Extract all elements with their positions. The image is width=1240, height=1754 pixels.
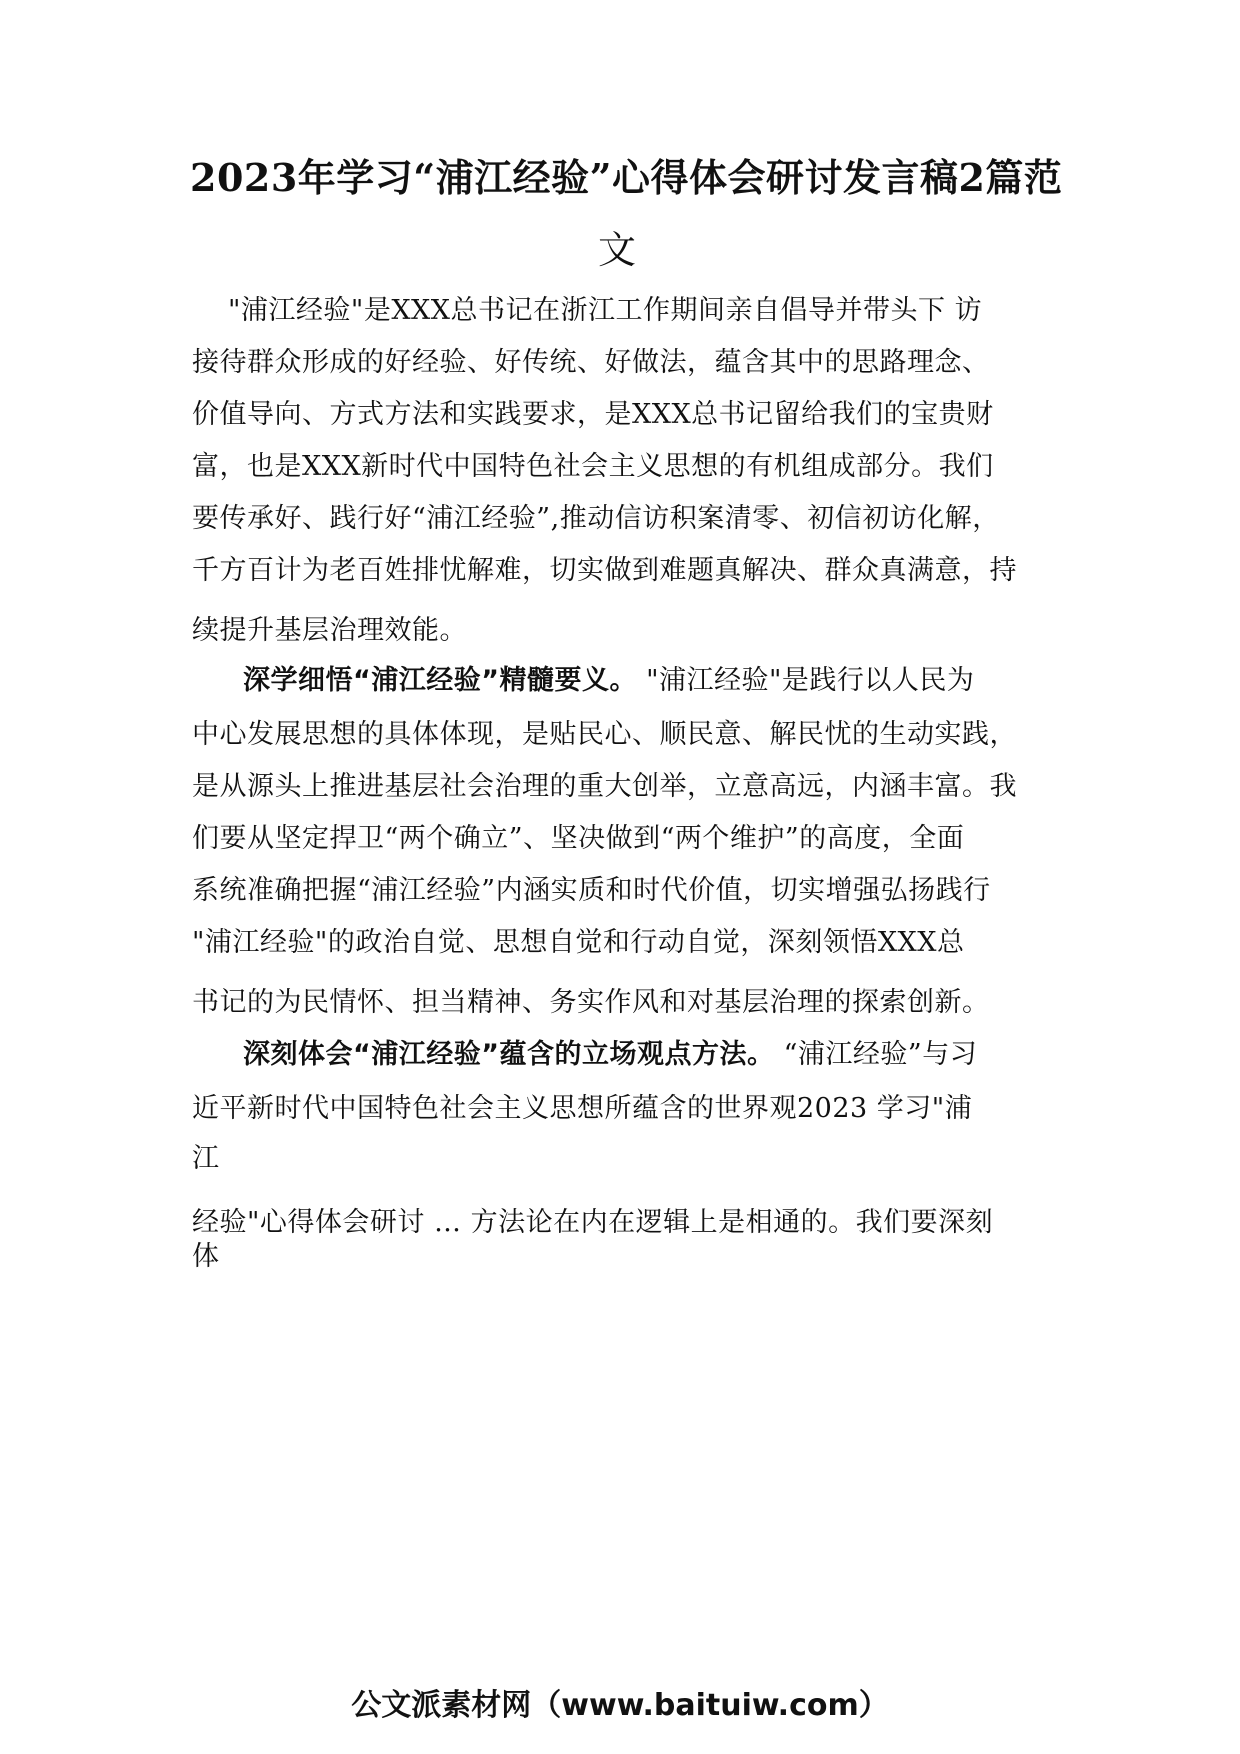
paragraph-2-line-7: 书记的为民情怀、担当精神、务实作风和对基层治理的探索创新。 — [192, 987, 990, 1018]
document-title-continuation: 文 — [598, 228, 637, 272]
paragraph-1-line-2: 接待群众形成的好经验、好传统、好做法，蕴含其中的思路理念、 — [192, 347, 990, 378]
paragraph-2-line-3: 是从源头上推进基层社会治理的重大创举，立意高远，内涵丰富。我 — [192, 771, 1017, 802]
paragraph-1-line-5: 要传承好、践行好“浦江经验”,推动信访积案清零、初信初访化解， — [192, 503, 1000, 534]
paragraph-3-line-1 — [243, 1038, 977, 1072]
paragraph-3-line-5: 体 — [192, 1241, 220, 1272]
paragraph-1-line-7: 续提升基层治理效能。 — [192, 615, 467, 646]
document-title: 2023年学习“浦江经验”心得体会研讨发言稿2篇范 — [190, 155, 1063, 200]
paragraph-3-line-2: 近平新时代中国特色社会主义思想所蕴含的世界观2023 学习"浦 — [192, 1093, 973, 1124]
paragraph-3-line-3: 江 — [192, 1143, 220, 1174]
paragraph-3-heading: 深刻体会“浦江经验”蕴含的立场观点方法。 — [243, 1039, 775, 1070]
paragraph-1-line-3: 价值导向、方式方法和实践要求，是XXX总书记留给我们的宝贵财 — [192, 399, 994, 430]
paragraph-1-line-1: "浦江经验"是XXX总书记在浙江工作期间亲自倡导并带头下 访 — [228, 295, 983, 326]
paragraph-2-line-5: 系统准确把握“浦江经验”内涵实质和时代价值，切实增强弘扬践行 — [192, 875, 991, 906]
paragraph-3-line-4: 经验"心得体会研讨 … 方法论在内在逻辑上是相通的。我们要深刻 — [192, 1207, 994, 1238]
paragraph-2-line-4: 们要从坚定捍卫“两个确立”、坚决做到“两个维护”的高度，全面 — [192, 823, 965, 854]
paragraph-1-line-6: 千方百计为老百姓排忧解难，切实做到难题真解决、群众真满意，持 — [192, 555, 1017, 586]
paragraph-2-line-1 — [243, 664, 974, 698]
paragraph-1-line-4: 富，也是XXX新时代中国特色社会主义思想的有机组成部分。我们 — [192, 451, 994, 482]
paragraph-2-line-1-text: "浦江经验"是践行以人民为 — [637, 665, 975, 696]
paragraph-2-line-2: 中心发展思想的具体体现，是贴民心、顺民意、解民忧的生动实践， — [192, 719, 1017, 750]
paragraph-2-line-6: "浦江经验"的政治自觉、思想自觉和行动自觉，深刻领悟XXX总 — [192, 927, 965, 958]
footer-watermark: 公文派素材网（www.baituiw.com） — [351, 1688, 889, 1723]
paragraph-3-line-1-text: “浦江经验”与习 — [774, 1039, 978, 1070]
paragraph-2-heading: 深学细悟“浦江经验”精髓要义。 — [243, 665, 637, 696]
